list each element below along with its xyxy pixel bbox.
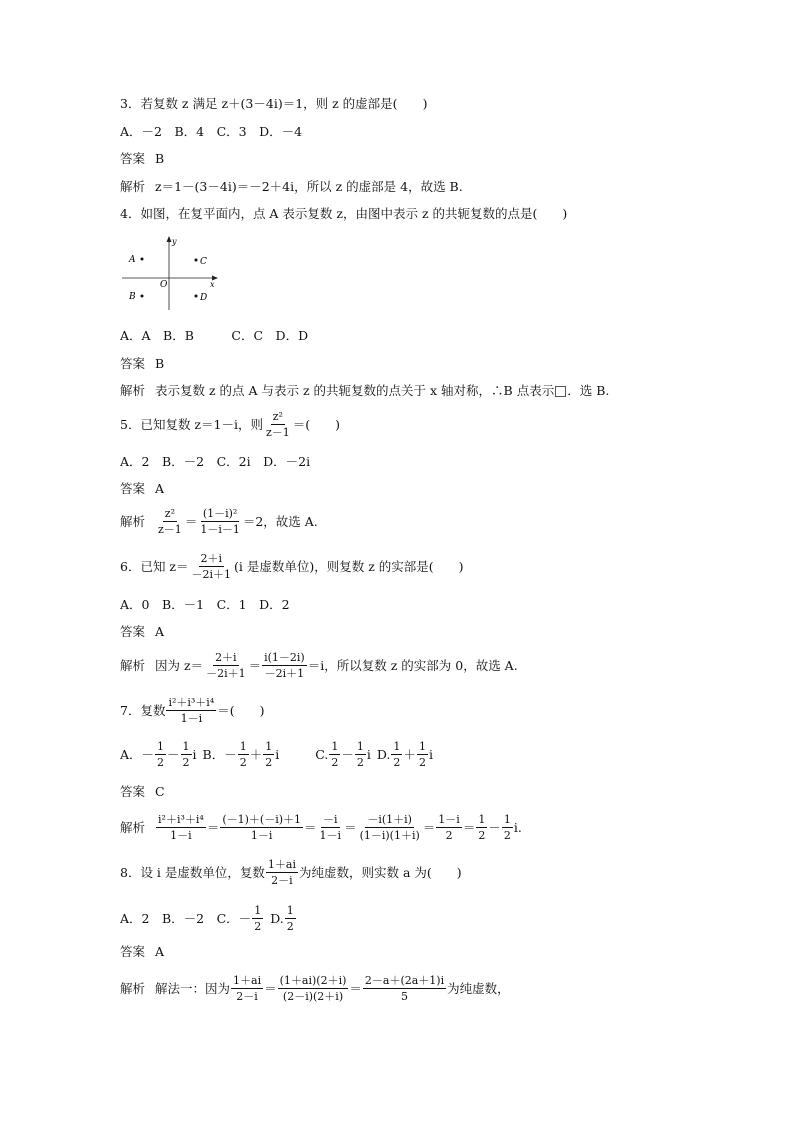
q8-analysis: 解析 解法一：因为 $\frac{1+ai}{2-i}$ ＝ $\frac{(1+ai)(2+i)}{(2-i)(2+i)}$ ＝ $\frac{2-a+(2a+1)i}{5}$ 为纯虚数， (120, 974, 510, 1003)
analysis-label: 解析 (120, 657, 146, 673)
answer-label: 答案 (120, 356, 146, 371)
q5-stem (120, 410, 340, 439)
q3-analysis (120, 179, 463, 195)
analysis-text: z＝1－(3－4i)＝－2＋4i，所以 z 的虚部是 4，故选 B. (155, 179, 463, 194)
analysis-tail: ．选 B. (567, 383, 610, 398)
stem-text: 8．设 i 是虚数单位，复数 (120, 864, 265, 880)
stem-text: 7．复数 (120, 702, 166, 718)
point-c (195, 259, 198, 262)
option-d: D. (270, 910, 284, 926)
point-d-label: D (200, 293, 208, 303)
analysis-label: 解析 (120, 819, 146, 835)
option-d: D. (376, 746, 391, 762)
q7-analysis: 解析 $\frac{\text{i²＋i³＋i⁴}}{1-i}$ ＝ $\frac{(-1)+(-i)+1}{1-i}$ ＝ $\frac{-i}{1-i}$ ＝ $\frac{-i(1+i)}{(1-i)(1+i)}$ ＝ $\frac{1-i}{2}$ ＝ $\frac{1}{2}$ － $\frac{1}{2}$ i. (120, 813, 522, 842)
analysis-label: 解析 (120, 513, 146, 529)
complex-plane-figure (120, 232, 230, 314)
x-label: x (210, 280, 215, 289)
q4-answer (120, 356, 164, 372)
q7-answer (120, 784, 165, 800)
options-text: A．2 B．－2 C．－ (120, 910, 252, 926)
analysis-text: ＝2，故选 A. (242, 513, 318, 529)
q6-answer (120, 624, 164, 640)
point-a (141, 258, 144, 261)
analysis-label: 解析 (120, 179, 146, 194)
point-a-label: A (129, 255, 136, 265)
fraction: $\frac{2+i}{-2i+1}$ (191, 552, 232, 581)
fraction: $\frac{2+i}{-2i+1}$ (206, 651, 246, 680)
analysis-text: 为纯虚数， (447, 980, 510, 996)
q8-options: A．2 B．－2 C．－ $\frac{1}{2}$ D. $\frac{1}{2}$ (120, 904, 294, 933)
analysis-text: 表示复数 z 的点 A 与表示 z 的共轭复数的点关于 x 轴对称，∴B 点表示 (155, 383, 555, 398)
q3-options: A．－2 B．4 C．3 D．－4 (120, 124, 303, 139)
fraction: $\frac{i(1-2i)}{-2i+1}$ (264, 651, 305, 680)
fraction: $\frac{\text{z²}}{z-1}$ (158, 507, 182, 536)
origin-label: O (160, 280, 168, 290)
analysis-label: 解析 (120, 383, 146, 398)
stem-text: ＝( ) (292, 416, 341, 432)
q4-analysis (120, 383, 609, 399)
conj-z-symbol (555, 386, 566, 397)
q8-stem (120, 858, 462, 887)
answer-value: B (155, 151, 165, 166)
point-d (195, 295, 198, 298)
stem-text: (i 是虚数单位)，则复数 z 的实部是( ) (234, 558, 464, 574)
q7-options: A．－ $\frac{1}{2}$ － $\frac{1}{2}$ i B．－ $\frac{1}{2}$ ＋ $\frac{1}{2}$ i C. $\frac{1}{2}$ － $\frac{1}{2}$ i D. $\frac{1}{2}$ ＋ $\frac{1}{2}$ i (120, 740, 433, 769)
answer-value: C (155, 784, 165, 799)
answer-label: 答案 (120, 624, 146, 639)
analysis-text: ＝i，所以复数 z 的实部为 0，故选 A. (307, 657, 518, 673)
fraction: $\frac{\text{(1－i)²}}{1-i-1}$ (200, 507, 240, 536)
q4-stem: 4．如图，在复平面内，点 A 表示复数 z，由图中表示 z 的共轭复数的点是( ) (120, 206, 568, 221)
stem-text: 5．已知复数 z＝1－i，则 (120, 416, 263, 432)
y-axis-arrow (167, 236, 172, 242)
stem-text: ＝( ) (217, 702, 265, 718)
option-b: B．－ (202, 746, 237, 762)
fraction: $\frac{-i}{1-i}$ (319, 813, 342, 842)
q4-options: A．A B．B C．C D．D (120, 328, 309, 343)
analysis-label: 解析 (120, 980, 146, 996)
answer-value: A (155, 944, 165, 959)
answer-value: A (155, 481, 165, 496)
equals: ＝ (184, 513, 198, 529)
equals: ＝ (248, 657, 262, 673)
point-b-label: B (129, 292, 136, 302)
analysis-text: 因为 z＝ (155, 657, 204, 673)
fraction: $\frac{(-1)+(-i)+1}{1-i}$ (222, 813, 302, 842)
point-c-label: C (200, 257, 207, 267)
q5-analysis (120, 507, 318, 536)
fraction: $\frac{\text{i²＋i³＋i⁴}}{1-i}$ (158, 813, 204, 842)
q8-answer (120, 944, 164, 960)
analysis-text: 解法一：因为 (155, 980, 231, 996)
answer-value: B (155, 356, 165, 371)
fraction: $\frac{2-a+(2a+1)i}{5}$ (364, 974, 445, 1003)
fraction: $\frac{\text{i²＋i³＋i⁴}}{1-i}$ (168, 696, 215, 725)
q5-options: A．2 B．－2 C．2i D．－2i (120, 454, 311, 469)
fraction: $\frac{(1+ai)(2+i)}{(2-i)(2+i)}$ (279, 974, 347, 1003)
fraction: $\frac{1-i}{2}$ (438, 813, 460, 842)
q6-options: A．0 B．－1 C．1 D．2 (120, 597, 290, 612)
fraction: $\frac{1+ai}{2-i}$ (233, 974, 262, 1003)
fraction: $\frac{-i(1+i)}{(1-i)(1+i)}$ (359, 813, 420, 842)
answer-label: 答案 (120, 151, 146, 166)
stem-text: 为纯虚数，则实数 a 为( ) (298, 864, 462, 880)
q3-answer (120, 151, 164, 167)
y-label: y (172, 237, 177, 246)
q7-stem (120, 696, 265, 725)
q3-stem: 3．若复数 z 满足 z＋(3－4i)＝1，则 z 的虚部是( ) (120, 96, 428, 111)
q5-answer (120, 481, 164, 497)
answer-label: 答案 (120, 481, 146, 496)
answer-label: 答案 (120, 784, 146, 799)
answer-value: A (155, 624, 165, 639)
option-a: A．－ (120, 746, 155, 762)
q6-stem (120, 552, 464, 581)
fraction: $\frac{\text{z²}}{z-1}$ (265, 410, 290, 439)
option-c: C. (315, 746, 329, 762)
q6-analysis (120, 651, 518, 680)
stem-text: 6．已知 z＝ (120, 558, 189, 574)
point-b (141, 295, 144, 298)
fraction: $\frac{1+ai}{2-i}$ (267, 858, 296, 887)
answer-label: 答案 (120, 944, 146, 959)
